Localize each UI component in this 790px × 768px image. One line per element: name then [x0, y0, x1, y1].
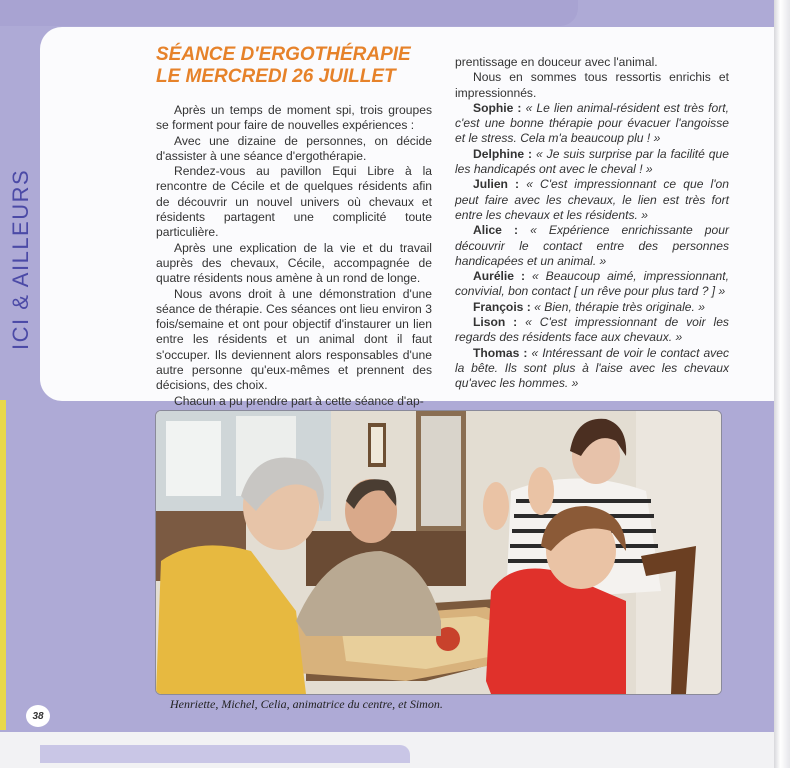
top-tab — [0, 0, 578, 26]
testimonial-name: Julien : — [473, 177, 520, 192]
paragraph: Nous en sommes tous ressortis enrichis et impressionnés. — [455, 70, 729, 100]
side-gutter — [0, 27, 40, 732]
book-spine — [774, 0, 790, 768]
paragraph: Après un temps de moment spi, trois groupes se forment pour faire de nouvelles expériences : — [156, 103, 432, 133]
paragraph: Nous avons droit à une démonstration d'une séance de thérapie. Ces séances ont lieu environ 3 fois/semaine et ont pour objectif d'instaurer un lien entre les résidents et un animal dont il faut s'occuper. Ils deviennent alors responsables d'une autre personne qu'eux-mêmes et prennent des décisions, des choix. — [156, 286, 432, 393]
photo — [155, 410, 722, 695]
testimonial-name: Thomas : — [473, 345, 528, 360]
section-label — [4, 168, 36, 370]
paragraph: Chacun a pu prendre part à cette séance d'ap- — [174, 393, 424, 408]
left-column — [156, 103, 432, 409]
testimonial-name: Delphine : — [473, 146, 533, 161]
testimonial — [455, 223, 729, 269]
article-title — [156, 44, 456, 88]
page-edge — [0, 400, 6, 730]
photo-illustration — [156, 411, 721, 694]
testimonial-quote: « C'est impressionnant ce que l'on peut faire avec les chevaux, le lien est très fort entre les chevaux et les résidents. » — [455, 177, 729, 222]
testimonial-quote: « Expérience enrichissante pour découvrir le contact entre des personnes handicapées et un animal. » — [455, 223, 729, 268]
testimonial-quote: « C'est impressionnant de voir les regards des résidents face aux chevaux. » — [455, 315, 729, 345]
title-line-1: SÉANCE D'ERGOTHÉRAPIE — [156, 44, 411, 65]
paragraph: Après une explication de la vie et du travail auprès des chevaux, Cécile, accompagnée de quatre résidents nous amène à un rond de longe. — [156, 240, 432, 286]
section-label-text: ICI & AILLEURS — [8, 168, 33, 350]
paragraph: Avec une dizaine de personnes, on décide d'assister à une séance d'ergothérapie. — [156, 133, 432, 163]
title-line-2: LE MERCREDI 26 JUILLET — [156, 66, 396, 87]
paragraph: prentissage en douceur avec l'animal. — [455, 55, 658, 69]
testimonial-quote: « Beaucoup aimé, impressionnant, convivial, bon contact [ un rêve pour plus tard ? ] » — [455, 269, 729, 299]
testimonial-name: Aurélie : — [473, 269, 525, 284]
testimonial — [455, 101, 729, 147]
page-number: 38 — [26, 705, 50, 727]
testimonial-quote: « Le lien animal-résident est très fort, c'est une bonne thérapie pour évacuer l'angoisse et le stress. Cela m'a beaucoup plu ! » — [455, 100, 729, 146]
testimonial — [455, 346, 729, 392]
right-column — [455, 55, 729, 392]
bottom-tab — [40, 745, 410, 763]
testimonial-name: Lison : — [473, 315, 518, 330]
photo-caption: Henriette, Michel, Celia, animatrice du centre, et Simon. — [170, 697, 443, 711]
testimonial — [455, 300, 729, 315]
testimonial — [455, 147, 729, 178]
testimonial-name: François : — [473, 299, 531, 314]
testimonial-name: Alice : — [473, 223, 519, 238]
testimonial-name: Sophie : — [473, 100, 522, 115]
testimonial-quote: « Je suis surprise par la facilité que les handicapés ont avec le cheval ! » — [455, 146, 729, 177]
testimonial — [455, 269, 729, 300]
testimonial-quote: « Intéressant de voir le contact avec la bête. Ils sont plus à l'aise avec les chevaux qu'avec les hommes. » — [455, 345, 729, 391]
paragraph: Rendez-vous au pavillon Equi Libre à la rencontre de Cécile et de quelques résidents afin de découvrir un nouvel univers où chevaux et résidents partagent une complicité toute particulière. — [156, 164, 432, 240]
testimonial-quote: « Bien, thérapie très originale. » — [534, 299, 705, 314]
testimonial — [455, 315, 729, 346]
testimonial — [455, 177, 729, 223]
